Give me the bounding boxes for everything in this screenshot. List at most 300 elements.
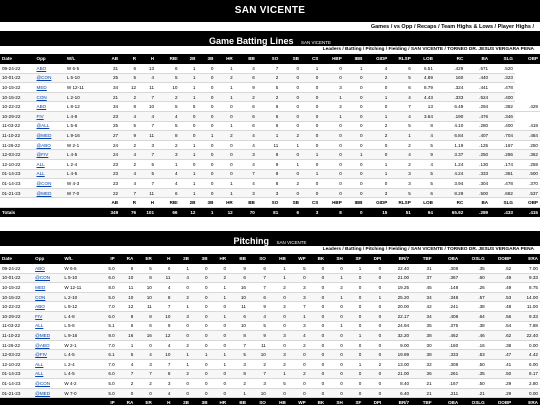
col-header-dpi[interactable]: DPI	[363, 254, 383, 264]
cell-bk: 0	[308, 340, 327, 350]
col-header-lob[interactable]: LOB	[413, 54, 435, 64]
cell-sb: 0	[280, 92, 301, 102]
cell-date: 10-01-22	[0, 273, 33, 283]
cell-r: 2	[120, 160, 138, 170]
cell-bb: 5	[228, 350, 248, 360]
col-header-sb[interactable]: SB	[280, 54, 301, 64]
cell-3b: 0	[191, 331, 210, 341]
cell-wp: 3	[288, 292, 308, 302]
cell-hbp: 0	[320, 188, 343, 198]
opponent-link[interactable]: @CON	[35, 73, 65, 83]
cell-hbp: 0	[320, 169, 343, 179]
cell-so: 10	[248, 388, 268, 398]
cell-h: 11	[138, 188, 156, 198]
cell-rlsp: 5	[389, 121, 412, 131]
cell-oba: .148	[434, 283, 461, 293]
cell-wp: 4	[288, 331, 308, 341]
cell-rbi: 4	[156, 112, 179, 122]
cell-ibb: 0	[344, 73, 365, 83]
cell-2b: 3	[172, 312, 191, 322]
col-header-era[interactable]: ERA	[513, 254, 540, 264]
cell-so: 8	[257, 179, 280, 189]
cell-ra: 8	[117, 312, 136, 322]
table-row	[0, 340, 540, 350]
table-row	[0, 131, 540, 141]
cell-era: 9.33	[513, 273, 540, 283]
cell-er: 0	[135, 388, 154, 398]
opponent-link[interactable]: @ABO	[33, 340, 62, 350]
cell-rbi: 4	[156, 169, 179, 179]
table-row	[0, 302, 540, 312]
cell-date: 10-22-22	[0, 302, 33, 312]
cell-lob: 4.43	[413, 92, 435, 102]
summary-label-hr: HR	[215, 198, 234, 208]
opponent-link[interactable]: @MED	[33, 388, 62, 398]
cell-cs: 0	[301, 73, 320, 83]
cell-r: 2	[120, 140, 138, 150]
col-header-ba[interactable]: BA	[465, 54, 490, 64]
cell-3b: 0	[191, 388, 210, 398]
cell-tbf: 35	[411, 321, 434, 331]
cell-hbp: 0	[320, 131, 343, 141]
cell-obp: .250	[515, 140, 540, 150]
opponent-link[interactable]: ABO	[33, 264, 62, 274]
cell-ip: 5.0	[94, 388, 117, 398]
opponent-link[interactable]: @MED	[33, 331, 62, 341]
table-row	[0, 273, 540, 283]
cell-wp: 0	[288, 350, 308, 360]
cell-r: 4	[120, 179, 138, 189]
col-header-hb[interactable]: HB	[268, 254, 288, 264]
batting-title: Game Batting Lines	[209, 36, 294, 46]
footer-blank	[62, 398, 94, 405]
cell-bb: 9	[235, 83, 257, 93]
cell-ba: .304	[465, 179, 490, 189]
col-header-3b[interactable]: 3B	[191, 254, 210, 264]
opponent-link[interactable]: ALL	[33, 321, 62, 331]
cell-br-7: 22.17	[383, 312, 411, 322]
cell-slg: .381	[490, 169, 515, 179]
totals-slg: .433	[490, 208, 515, 218]
pitching-subtitle: SAN VICENTE	[276, 240, 307, 245]
cell-br-7: 22.40	[383, 264, 411, 274]
table-row	[0, 140, 540, 150]
cell-gidp: 2	[365, 73, 390, 83]
totals-w-l	[65, 208, 98, 218]
cell-so: 2	[257, 73, 280, 83]
opponent-link[interactable]: CON	[35, 92, 65, 102]
col-header-bk[interactable]: BK	[308, 254, 327, 264]
cell-w-l: L 4-5	[65, 169, 98, 179]
cell-so: 2	[248, 360, 268, 370]
cell-ibb: 0	[344, 83, 365, 93]
cell-h: 7	[138, 150, 156, 160]
cell-bk: 0	[308, 379, 327, 389]
opponent-link[interactable]: ABO	[35, 64, 65, 74]
cell-3b: 0	[197, 140, 215, 150]
totals-2b: 12	[180, 208, 198, 218]
col-header-bb[interactable]: BB	[228, 254, 248, 264]
cell-era: 8.75	[513, 283, 540, 293]
footer-blank	[33, 398, 62, 405]
cell-ba: .441	[465, 83, 490, 93]
col-header-3b[interactable]: 3B	[197, 54, 215, 64]
cell-hr: 0	[210, 340, 229, 350]
opponent-link[interactable]: @CON	[33, 273, 62, 283]
cell-sh: 1	[326, 321, 345, 331]
totals-gidp: 15	[365, 208, 390, 218]
opponent-link[interactable]: @FIV	[33, 350, 62, 360]
cell-ab: 31	[98, 64, 120, 74]
cell-bk: 0	[308, 312, 327, 322]
cell-oslg: .38	[460, 302, 487, 312]
cell-rbi: 6	[156, 188, 179, 198]
opponent-link[interactable]: ALL	[33, 360, 62, 370]
opponent-link[interactable]: FIV	[35, 112, 65, 122]
col-header-opp[interactable]: Opp	[35, 54, 65, 64]
col-header-so[interactable]: SO	[257, 54, 280, 64]
col-header-2b[interactable]: 2B	[180, 54, 198, 64]
cell-so: 2	[257, 92, 280, 102]
footer-oslg: OSLG	[460, 398, 487, 405]
cell-sf: 0	[345, 273, 364, 283]
cell-bb: 4	[235, 140, 257, 150]
cell-ab: 24	[98, 150, 120, 160]
cell-era: 0.00	[513, 388, 540, 398]
cell-3b: 0	[191, 340, 210, 350]
cell-hr: 1	[215, 83, 234, 93]
cell-hr: 0	[210, 321, 229, 331]
col-header-rlsp[interactable]: RLSP	[389, 54, 412, 64]
totals-rc: 65.92	[435, 208, 465, 218]
cell-ip: 5.0	[94, 292, 117, 302]
cell-br-7: 6.40	[383, 388, 411, 398]
summary-label-3b: 3B	[197, 198, 215, 208]
cell-oslg: .21	[460, 388, 487, 398]
cell-w-l: L 4-5	[65, 150, 98, 160]
cell-ibb: 0	[344, 121, 365, 131]
cell-bb: 6	[235, 112, 257, 122]
cell-dpi: 2	[363, 360, 383, 370]
cell-ba: .524	[465, 92, 490, 102]
col-header-2b[interactable]: 2B	[172, 254, 191, 264]
cell-r: 5	[120, 73, 138, 83]
cell-bk: 0	[308, 350, 327, 360]
batting-links[interactable]: Leaders / Batting / Pitching / Fielding / SAN VICENTE / TORNEO DR. JESUS VERGARA PENA	[322, 47, 534, 52]
cell-bk: 0	[308, 360, 327, 370]
col-header-sh[interactable]: SH	[326, 254, 345, 264]
cell-ip: 6.1	[94, 350, 117, 360]
cell-cs: 0	[301, 131, 320, 141]
cell-era: 14.00	[513, 292, 540, 302]
cell-rbi: 3	[156, 150, 179, 160]
cell-oba: .408	[434, 312, 461, 322]
cell-rbi: 2	[156, 140, 179, 150]
opponent-link[interactable]: CON	[33, 292, 62, 302]
cell-oobp: .29	[487, 379, 514, 389]
cell-so: 6	[257, 121, 280, 131]
cell-dpi: 0	[363, 283, 383, 293]
cell-obp: .370	[515, 179, 540, 189]
opponent-link[interactable]: ALL	[35, 160, 65, 170]
cell-2b: 1	[172, 360, 191, 370]
cell-hbp: 1	[320, 112, 343, 122]
col-header-cs[interactable]: CS	[301, 54, 320, 64]
cell-3b: 0	[197, 121, 215, 131]
cell-tbf: 38	[411, 350, 434, 360]
cell-bb: 3	[235, 150, 257, 160]
cell-hbp: 0	[320, 140, 343, 150]
cell-h: 6	[154, 264, 173, 274]
cell-er: 8	[135, 273, 154, 283]
col-header-gidp[interactable]: GIDP	[365, 54, 390, 64]
cell-cs: 0	[301, 102, 320, 112]
cell-ip: 5.0	[94, 379, 117, 389]
col-header-h[interactable]: H	[154, 254, 173, 264]
cell-rbi: 4	[156, 179, 179, 189]
cell-oobp: .54	[487, 321, 514, 331]
col-header-hr[interactable]: HR	[215, 54, 234, 64]
cell-wp: 0	[288, 273, 308, 283]
cell-h: 11	[138, 131, 156, 141]
footer-sh: SH	[326, 398, 345, 405]
col-header-so[interactable]: SO	[248, 254, 268, 264]
nav-recaps[interactable]: Recaps /	[417, 24, 440, 30]
col-header-w-l[interactable]: W/L	[65, 54, 98, 64]
col-header-hbp[interactable]: HBP	[320, 54, 343, 64]
nav-player-highs[interactable]: Player Highs /	[497, 24, 534, 30]
col-header-sf[interactable]: SF	[345, 254, 364, 264]
cell-era: 4.42	[513, 350, 540, 360]
cell-so: 6	[248, 264, 268, 274]
col-header-h[interactable]: H	[138, 54, 156, 64]
cell-ibb: 0	[344, 160, 365, 170]
cell-rlsp: 7	[389, 102, 412, 112]
cell-3b: 0	[191, 283, 210, 293]
blank-cell	[35, 198, 65, 208]
cell-hbp: 0	[320, 150, 343, 160]
cell-date: 11-03-22	[0, 321, 33, 331]
cell-3b: 0	[197, 102, 215, 112]
cell-rlsp: 4	[389, 150, 412, 160]
opponent-link[interactable]: @ALL	[35, 121, 65, 131]
col-header-opp[interactable]: Opp	[33, 254, 62, 264]
col-header-date[interactable]: Date	[0, 54, 35, 64]
cell-br-7: 13.00	[383, 360, 411, 370]
col-header-oslg[interactable]: OSLG	[460, 254, 487, 264]
col-header-oba[interactable]: OBA	[434, 254, 461, 264]
opponent-link[interactable]: ABO	[35, 102, 65, 112]
summary-label-ibb: IBB	[344, 198, 365, 208]
opponent-link[interactable]: MED	[33, 283, 62, 293]
cell-slg: .286	[490, 150, 515, 160]
cell-date: 12-03-22	[0, 150, 35, 160]
col-header-hr[interactable]: HR	[210, 254, 229, 264]
cell-3b: 0	[191, 273, 210, 283]
col-header-w-l[interactable]: W/L	[62, 254, 94, 264]
cell-sb: 2	[280, 131, 301, 141]
cell-hr: 0	[215, 169, 234, 179]
cell-rlsp: 4	[389, 112, 412, 122]
nav-games-vs-opp[interactable]: Games / vs Opp /	[370, 24, 416, 30]
cell-lob: 6	[413, 188, 435, 198]
cell-date: 12-10-22	[0, 160, 35, 170]
cell-r: 4	[120, 169, 138, 179]
cell-w-l: W 7-0	[65, 188, 98, 198]
cell-oslg: .57	[460, 292, 487, 302]
cell-bb: 3	[228, 360, 248, 370]
table-row	[0, 312, 540, 322]
cell-hr: 1	[215, 64, 234, 74]
cell-hr: 2	[210, 273, 229, 283]
cell-so: 5	[248, 321, 268, 331]
col-header-oobp[interactable]: OOBP	[487, 254, 514, 264]
col-header-rc[interactable]: RC	[435, 54, 465, 64]
cell-slg: .346	[490, 112, 515, 122]
cell-2b: 1	[180, 64, 198, 74]
cell-2b: 1	[172, 350, 191, 360]
cell-so: 9	[248, 331, 268, 341]
cell-dpi: 1	[363, 292, 383, 302]
cell-bb: 10	[228, 321, 248, 331]
cell-slg: .400	[490, 92, 515, 102]
opponent-link[interactable]: @CON	[33, 379, 62, 389]
opponent-link[interactable]: @MED	[35, 131, 65, 141]
cell-oobp: .49	[487, 273, 514, 283]
opponent-link[interactable]: ALL	[35, 169, 65, 179]
opponent-link[interactable]: ALL	[33, 369, 62, 379]
cell-hr: 1	[210, 292, 229, 302]
col-header-ip[interactable]: IP	[94, 254, 117, 264]
opponent-link[interactable]: @CON	[35, 179, 65, 189]
col-header-slg[interactable]: SLG	[490, 54, 515, 64]
opponent-link[interactable]: @FIV	[35, 150, 65, 160]
cell-sb: 0	[280, 64, 301, 74]
opponent-link[interactable]: @MED	[35, 188, 65, 198]
cell-ibb: 0	[344, 140, 365, 150]
cell-bb: 4	[235, 179, 257, 189]
col-header-ibb[interactable]: IBB	[344, 54, 365, 64]
cell-h: 4	[138, 112, 156, 122]
cell-date: 11-10-22	[0, 131, 35, 141]
cell-2b: 0	[172, 331, 191, 341]
cell-sb: 0	[280, 112, 301, 122]
opponent-link[interactable]: MED	[35, 83, 65, 93]
cell-wp: 3	[288, 321, 308, 331]
cell-3b: 0	[197, 179, 215, 189]
cell-sf: 0	[345, 283, 364, 293]
footer-wp: WP	[288, 398, 308, 405]
cell-ip: 7.0	[94, 360, 117, 370]
cell-w-l: L 9-16	[65, 131, 98, 141]
cell-hb: 2	[268, 283, 288, 293]
summary-label-slg: SLG	[490, 198, 515, 208]
cell-hb: 2	[268, 302, 288, 312]
col-header-date[interactable]: Date	[0, 254, 33, 264]
cell-ba: .125	[465, 140, 490, 150]
col-header-obp[interactable]: OBP	[515, 54, 540, 64]
cell-ba: .407	[465, 131, 490, 141]
cell-bb: 2	[228, 379, 248, 389]
cell-ibb: 1	[344, 64, 365, 74]
cell-bb: 7	[228, 340, 248, 350]
footer-2b: 2B	[172, 398, 191, 405]
cell-oobp: .56	[487, 312, 514, 322]
cell-dpi: 0	[363, 331, 383, 341]
col-header-rbi[interactable]: RBI	[156, 54, 179, 64]
cell-dpi: 0	[363, 379, 383, 389]
cell-ab: 23	[98, 112, 120, 122]
batting-summary-label-row	[0, 198, 540, 208]
cell-hbp: 2	[320, 102, 343, 112]
cell-so: 9	[248, 302, 268, 312]
cell-3b: 0	[197, 150, 215, 160]
cell-oba: .367	[434, 273, 461, 283]
opponent-link[interactable]: FIV	[33, 312, 62, 322]
cell-ip: 7.0	[94, 302, 117, 312]
cell-sb: 0	[280, 102, 301, 112]
col-header-er[interactable]: ER	[135, 254, 154, 264]
cell-ip: 6.0	[94, 312, 117, 322]
nav-team-highs-lows[interactable]: Team Highs & Lows /	[441, 24, 497, 30]
cell-rc: 8.29	[435, 188, 465, 198]
cell-ba: .571	[465, 64, 490, 74]
cell-2b: 2	[172, 340, 191, 350]
col-header-r[interactable]: R	[120, 54, 138, 64]
summary-label-so: SO	[257, 198, 280, 208]
table-row	[0, 321, 540, 331]
opponent-link[interactable]: ABO	[33, 302, 62, 312]
cell-gidp: 1	[365, 112, 390, 122]
cell-gidp: 3	[365, 188, 390, 198]
cell-h: 9	[154, 321, 173, 331]
cell-w-l: L 4-8	[65, 112, 98, 122]
summary-label-rlsp: RLSP	[389, 198, 412, 208]
cell-lob: 9	[413, 150, 435, 160]
opponent-link[interactable]: @ABO	[35, 140, 65, 150]
cell-ba: .440	[465, 73, 490, 83]
cell-ra: 10	[117, 273, 136, 283]
col-header-br-7[interactable]: BR/7	[383, 254, 411, 264]
cell-er: 10	[135, 292, 154, 302]
col-header-ra[interactable]: RA	[117, 254, 136, 264]
cell-oobp: .49	[487, 283, 514, 293]
cell-rbi: 5	[156, 73, 179, 83]
pitching-links[interactable]: Leaders / Batting / Pitching / Fielding / SAN VICENTE / TORNEO DR. JESUS VERGARA PENA	[322, 247, 534, 252]
cell-lob: 5	[413, 179, 435, 189]
cell-h: 7	[154, 360, 173, 370]
col-header-wp[interactable]: WP	[288, 254, 308, 264]
cell-rlsp: 4	[389, 92, 412, 102]
batting-header-row	[0, 54, 540, 64]
cell-lob: 5	[413, 140, 435, 150]
cell-hbp: 0	[320, 64, 343, 74]
cell-era: 8.17	[513, 369, 540, 379]
col-header-bb[interactable]: BB	[235, 54, 257, 64]
cell-br-7: 32.20	[383, 331, 411, 341]
pitching-table	[0, 254, 540, 405]
cell-bk: 0	[308, 264, 327, 274]
col-header-ab[interactable]: AB	[98, 54, 120, 64]
cell-bb: 2	[235, 92, 257, 102]
col-header-tbf[interactable]: TBF	[411, 254, 434, 264]
cell-slg: .323	[490, 73, 515, 83]
cell-lob: 3.64	[413, 112, 435, 122]
batting-section-title	[0, 31, 540, 46]
cell-oobp: .29	[487, 388, 514, 398]
cell-wp: 2	[288, 340, 308, 350]
cell-date: 10-15-22	[0, 92, 35, 102]
